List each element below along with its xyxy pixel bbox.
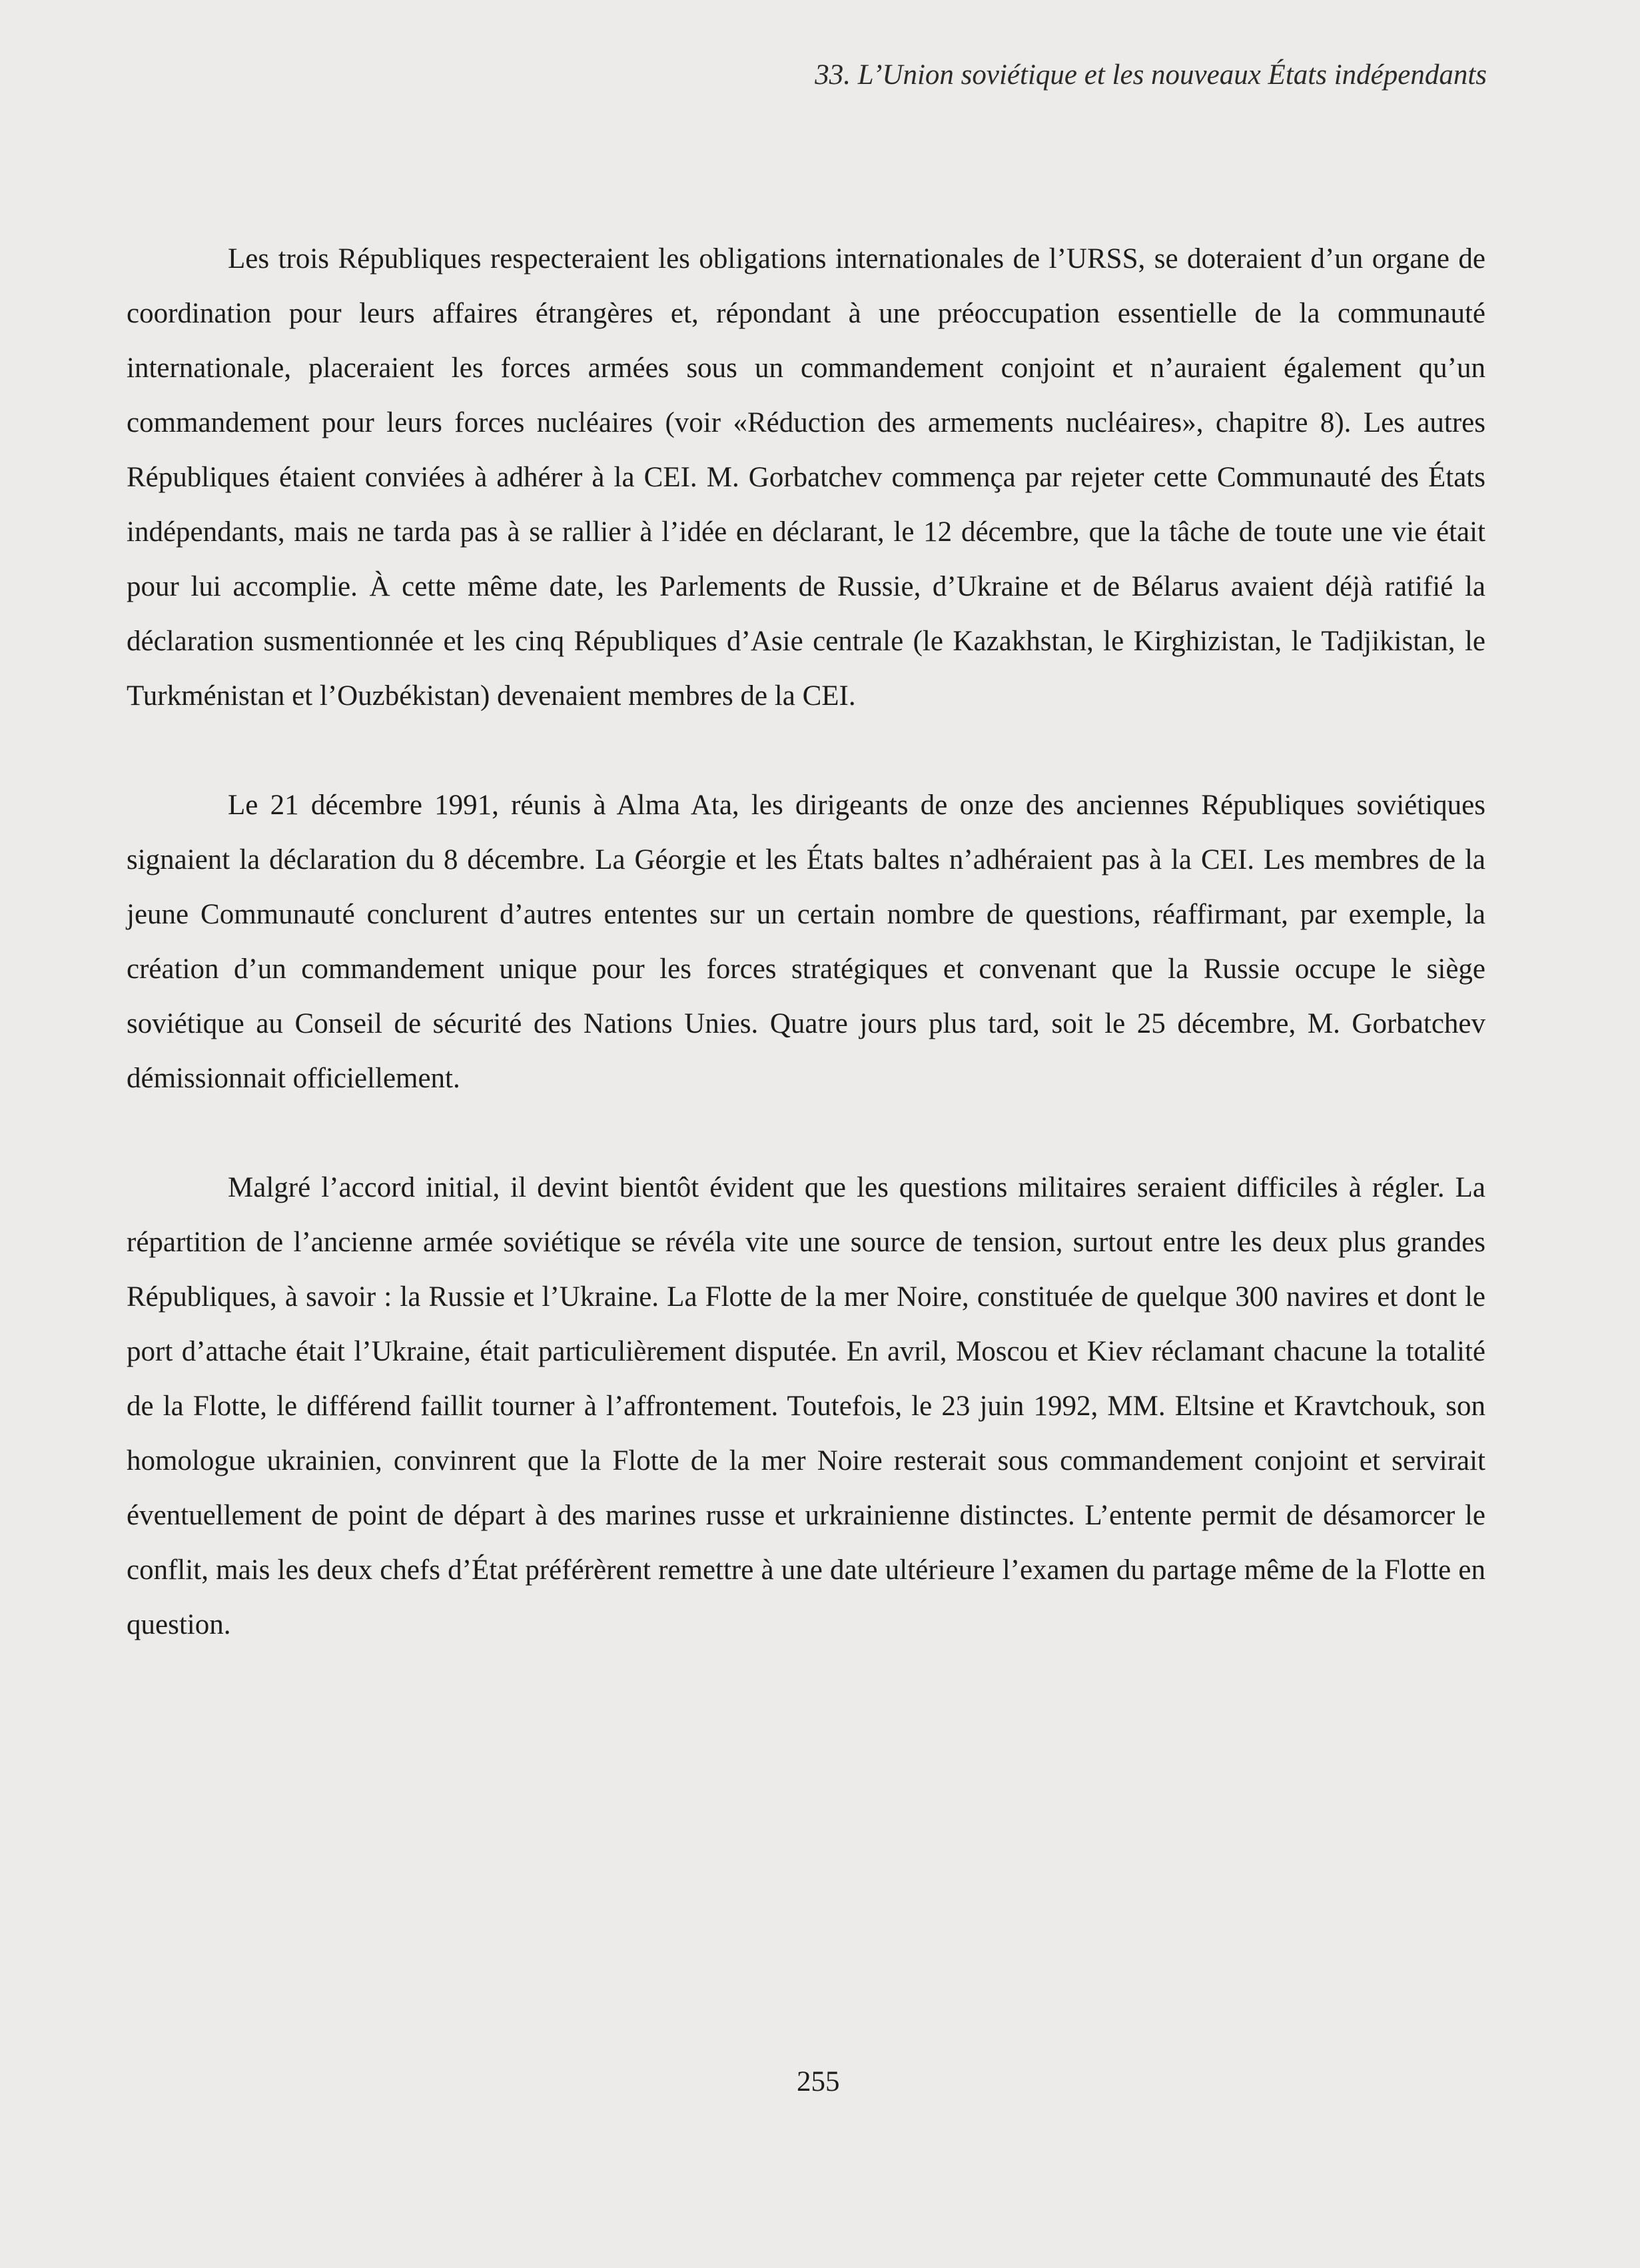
- body-text: [127, 232, 1485, 1707]
- paragraph-1: Les trois Républiques respecteraient les obligations internationales de l’URSS, se doteraient d’un organe de coordination pour leurs affaires étrangères et, répondant à une préoccupation essentielle de la communauté internationale, placeraient les forces armées sous un commandement conjoint et n’auraient également qu’un commandement pour leurs forces nucléaires (voir «Réduction des armements nucléaires», chapitre 8). Les autres Républiques étaient conviées à adhérer à la CEI. M. Gorbatchev commença par rejeter cette Communauté des États indépendants, mais ne tarda pas à se rallier à l’idée en déclarant, le 12 décembre, que la tâche de toute une vie était pour lui accomplie. À cette même date, les Parlements de Russie, d’Ukraine et de Bélarus avaient déjà ratifié la déclaration susmentionnée et les cinq Républiques d’Asie centrale (le Kazakhstan, le Kirghizistan, le Tadjikistan, le Turkménistan et l’Ouzbékistan) devenaient membres de la CEI.: [127, 243, 1485, 712]
- page-number: 255: [797, 2066, 840, 2097]
- running-header: 33. L’Union soviétique et les nouveaux États indépendants: [815, 59, 1487, 91]
- paragraph-3: Malgré l’accord initial, il devint bientôt évident que les questions militaires seraient difficiles à régler. La répartition de l’ancienne armée soviétique se révéla vite une source de tension, surtout entre les deux plus grandes Républiques, à savoir : la Russie et l’Ukraine. La Flotte de la mer Noire, constituée de quelque 300 navires et dont le port d’attache était l’Ukraine, était particulièrement disputée. En avril, Moscou et Kiev réclamant chacune la totalité de la Flotte, le différend faillit tourner à l’affrontement. Toutefois, le 23 juin 1992, MM. Eltsine et Kravtchouk, son homologue ukrainien, convinrent que la Flotte de la mer Noire resterait sous commandement conjoint et servirait éventuellement de point de départ à des marines russe et urkrainienne distinctes. L’entente permit de désamorcer le conflit, mais les deux chefs d’État préférèrent remettre à une date ultérieure l’examen du partage même de la Flotte en question.: [127, 1172, 1485, 1640]
- paragraph-2: Le 21 décembre 1991, réunis à Alma Ata, les dirigeants de onze des anciennes Républiques soviétiques signaient la déclaration du 8 décembre. La Géorgie et les États baltes n’adhéraient pas à la CEI. Les membres de la jeune Communauté conclurent d’autres ententes sur un certain nombre de questions, réaffirmant, par exemple, la création d’un commandement unique pour les forces stratégiques et convenant que la Russie occupe le siège soviétique au Conseil de sécurité des Nations Unies. Quatre jours plus tard, soit le 25 décembre, M. Gorbatchev démissionnait officiellement.: [127, 790, 1485, 1094]
